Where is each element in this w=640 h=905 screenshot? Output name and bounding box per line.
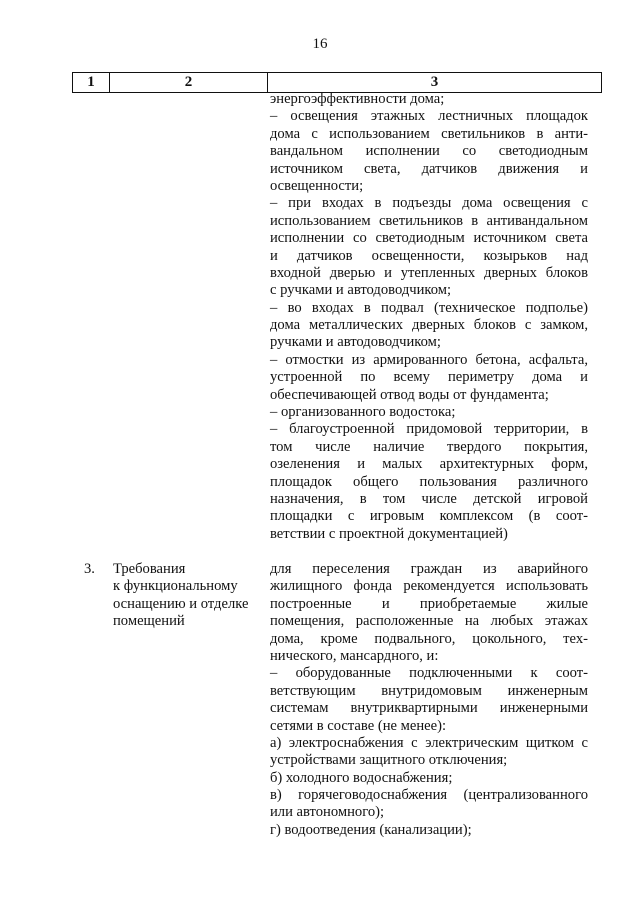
table-header-col-2: 2 [109,73,267,92]
requirements-text-line: дома, кроме подвального, цокольного, тех- [270,630,588,647]
continued-text-line: площадки с игровым комплексом (в соот- [270,508,588,525]
row-title-line: Требования [113,561,186,577]
continued-text-line: исполнении со светодиодным источником света [270,230,588,247]
requirements-text-line: а) электроснабжения с электрическим щитком с [270,734,588,751]
requirements-text-line: построенные и приобретаемые жилые [270,595,588,612]
continued-text-line: – во входах в подвал (техническое подполье) [270,299,588,316]
continued-text-line: – при входах в подъезды дома освещения с [270,195,588,212]
requirements-text-line: б) холодного водоснабжения; [270,769,453,786]
continued-text-line: энергоэффективности дома; [270,91,445,107]
requirements-text-line: сетями в составе (не менее): [270,717,447,734]
continued-text-line: источником света, датчиков движения и [270,160,588,177]
requirements-text-line: устройствами защитного отключения; [270,752,508,769]
requirements-text-line: – оборудованные подключенными к соот- [270,665,588,682]
row-title-line: помещений [113,613,185,630]
table-header-col-1: 1 [72,73,109,92]
continued-text-line: озеленения и малых архитектурных форм, [270,456,588,473]
continued-text-line: обеспечивающей отвод воды от фундамента; [270,386,549,403]
requirements-text-line: ветствующим внутридомовым инженерным [270,682,588,699]
continued-text-line: вандальном исполнении со светодиодным [270,143,588,160]
table-header [72,72,602,93]
continued-text-line: дома металлических дверных блоков с замком, [270,317,588,334]
requirements-text-line: для переселения граждан из аварийного [270,561,588,577]
requirements-text-line: нического, мансардного, и: [270,647,439,664]
continued-text-line: входной дверью и утепленных дверных блоков [270,264,588,281]
continued-text-line: – благоустроенной придомовой территории, в [270,421,588,438]
row-title-line: оснащению и отделке [113,595,249,612]
continued-text-line: и датчиков освещенности, козырьков над [270,247,588,264]
continued-requirements-text [270,91,588,543]
continued-text-line: том числе наличие твердого покрытия, [270,438,588,455]
continued-text-line: устроенной по всему периметру дома и [270,369,588,386]
row-title-line: к функциональному [113,578,238,595]
requirements-text-line: системам внутриквартирными инженерными [270,700,588,717]
continued-text-line: дома с использованием светильников в анти- [270,125,588,142]
requirements-text-line: помещения, расположенные на любых этажах [270,613,588,630]
continued-text-line: освещенности; [270,177,364,194]
continued-text-line: ручками и автодоводчиком; [270,334,441,351]
table-header-col-3: 3 [267,73,602,92]
continued-text-line: использованием светильников в антивандальном [270,212,588,229]
requirements-text-line: г) водоотведения (канализации); [270,821,472,838]
continued-text-line: ветствии с проектной документацией) [270,525,508,542]
continued-text-line: назначения, в том числе детской игровой [270,490,588,507]
continued-text-line: с ручками и автодоводчиком; [270,282,452,299]
requirements-text-line: или автономного); [270,804,385,821]
continued-text-line: – организованного водостока; [270,404,456,421]
continued-text-line: – отмостки из армированного бетона, асфальта, [270,351,588,368]
row-number: 3. [84,561,95,577]
requirements-text-line: в) горячеговодоснабжения (централизованного [270,787,588,804]
row-title [113,561,263,631]
continued-text-line: – освещения этажных лестничных площадок [270,108,588,125]
requirements-text-line: жилищного фонда рекомендуется использовать [270,578,588,595]
page-number: 16 [312,36,328,52]
continued-text-line: площадок общего пользования различного [270,473,588,490]
row-requirements-text [270,561,588,839]
